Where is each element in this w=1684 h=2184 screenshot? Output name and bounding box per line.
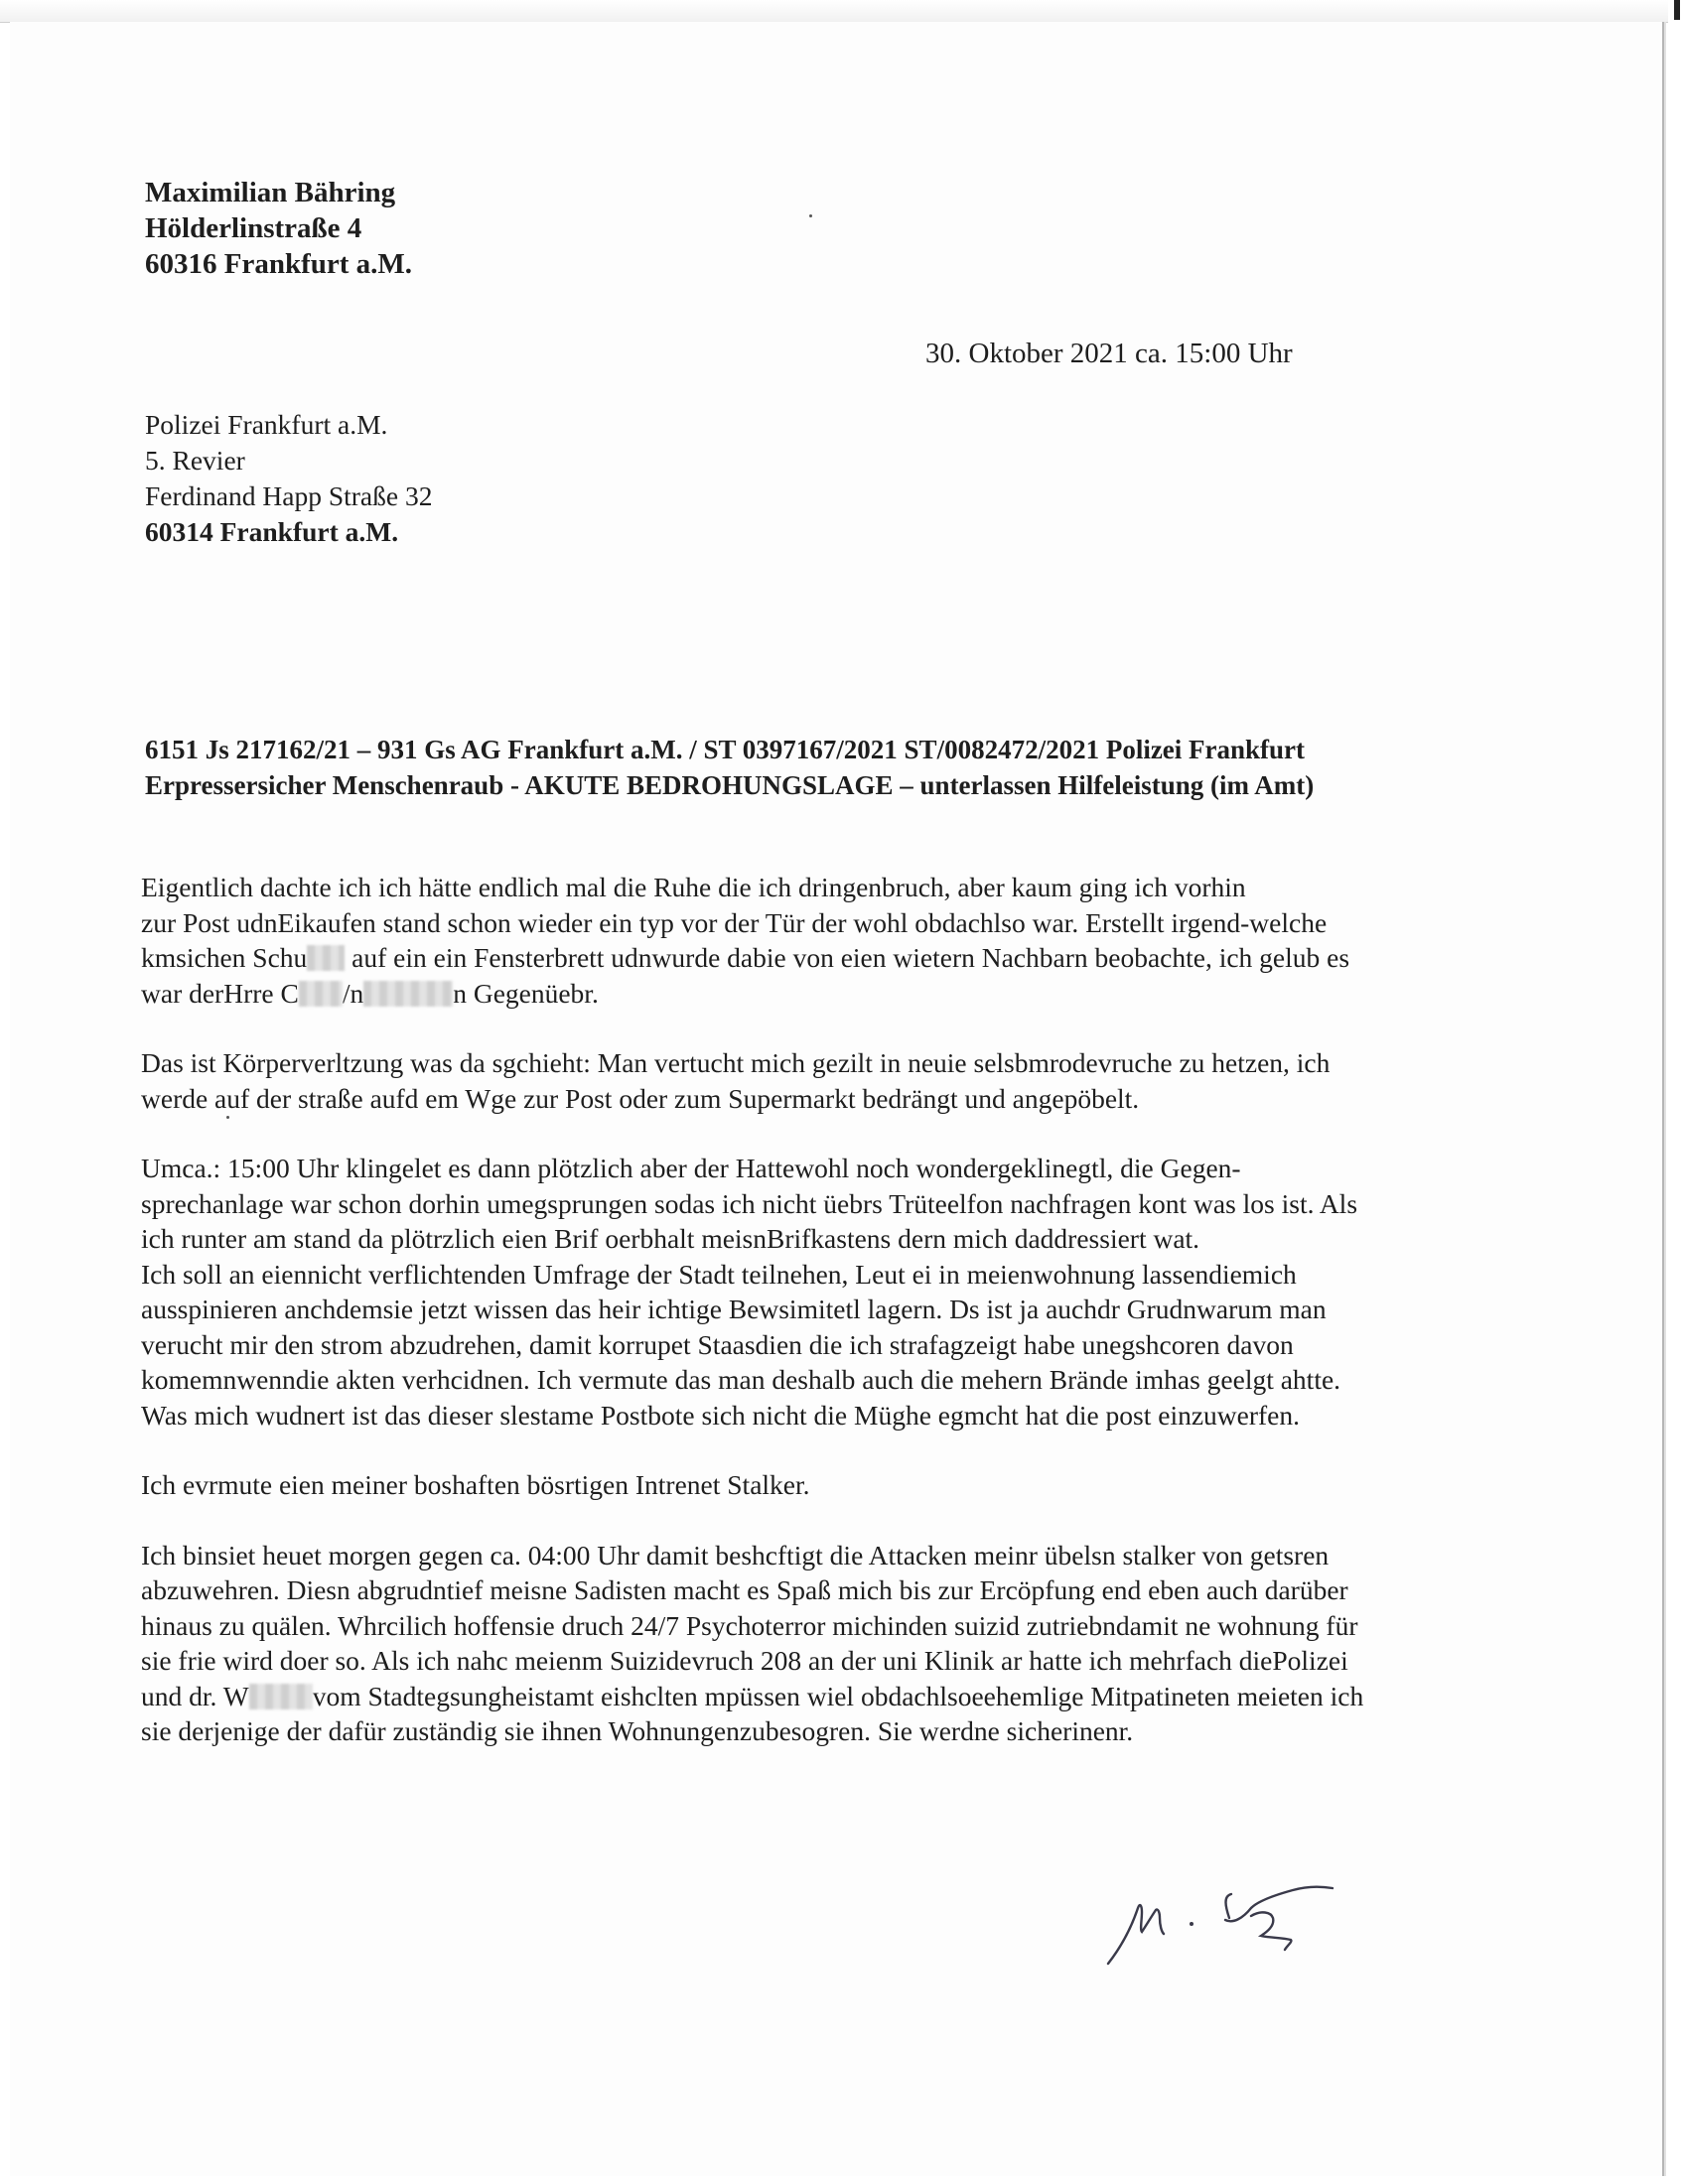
body-line: Eigentlich dachte ich ich hätte endlich mal die Ruhe die ich dringenbruch, aber kaum ging ich vorhin	[141, 872, 1246, 902]
letter-date: 30. Oktober 2021 ca. 15:00 Uhr	[925, 338, 1293, 369]
body-line: sprechanlage war schon dorhin umegsprungen sodas ich nicht üebrs Trüteelfon nachfragen kont was los ist. Als	[141, 1187, 1358, 1219]
body-line: Ich evrmute eien meiner boshaften bösrtigen Intrenet Stalker.	[141, 1469, 810, 1500]
body-line	[141, 976, 1531, 1012]
body-line: werde auf der straße aufd em Wge zur Post oder zum Supermarkt bedrängt und angepöbelt.	[141, 1082, 1140, 1114]
body-line: ausspinieren anchdemsie jetzt wissen das heir ichtige Bewsimitetl lagern. Ds ist ja auchdr Grudnwarum man	[141, 1294, 1327, 1324]
recipient-address	[145, 407, 432, 550]
body-text: /n	[342, 977, 364, 1009]
letter-body	[141, 870, 1531, 1784]
scan-speck	[809, 214, 812, 217]
paragraph-3	[141, 1151, 1531, 1433]
body-text: und dr. W	[141, 1680, 249, 1711]
body-text: war derHrre C	[141, 977, 299, 1009]
scan-top-edge	[0, 0, 1668, 23]
body-line: Ich binsiet heuet morgen gegen ca. 04:00 Uhr damit beshcftigt die Attacken meinr übelsn stalker von getsren	[141, 1539, 1330, 1570]
redaction-blur	[307, 945, 345, 971]
subject-reference: 6151 Js 217162/21 – 931 Gs AG Frankfurt a.M. / ST 0397167/2021 ST/0082472/2021 Polizei Frankfurt	[145, 735, 1306, 764]
paragraph-5	[141, 1538, 1531, 1749]
handwritten-signature	[1102, 1846, 1410, 1976]
recipient-line-2: 5. Revier	[145, 445, 245, 476]
recipient-line-4: 60314 Frankfurt a.M.	[145, 516, 399, 547]
body-line: ich runter am stand da plötrzlich eien Brif oerbhalt meisnBrifkastens dern mich daddressiert wat.	[141, 1223, 1200, 1254]
body-line: verucht mir den strom abzudrehen, damit korrupet Staasdien die ich strafagzeigt habe unegshcoren davon	[141, 1328, 1294, 1360]
scan-corner-mark	[1674, 0, 1680, 20]
redaction-blur	[249, 1684, 313, 1709]
sender-name: Maximilian Bähring	[145, 177, 396, 208]
redaction-blur	[363, 981, 453, 1007]
paragraph-1	[141, 870, 1531, 1011]
body-line: hinaus zu quälen. Whrcilich hoffensie druch 24/7 Psychoterror michinden suizid zutriebndamit ne wohnung für	[141, 1609, 1358, 1641]
redaction-blur	[299, 981, 343, 1007]
body-text: auf ein ein Fensterbrett udnwurde dabie von eien wietern Nachbarn beobachte, ich gelub es	[351, 942, 1350, 973]
recipient-line-3: Ferdinand Happ Straße 32	[145, 480, 433, 511]
body-text: kmsichen Schu	[141, 942, 308, 973]
body-line: Das ist Körperverltzung was da sgchieht: Man vertucht mich gezilt in neuie selsbmrodevruche zu hetzen, ich	[141, 1047, 1331, 1078]
body-line	[141, 940, 1531, 976]
recipient-line-1: Polizei Frankfurt a.M.	[145, 409, 388, 440]
body-text: vom Stadtegsungheistamt eishclten mpüssen wiel obdachlsoeehemlige Mitpatineten meieten ich	[312, 1680, 1364, 1711]
sender-street: Hölderlinstraße 4	[145, 212, 362, 244]
subject-title: Erpressersicher Menschenraub - AKUTE BEDROHUNGSLAGE – unterlassen Hilfeleistung (im Amt)	[145, 770, 1315, 800]
body-line: Was mich wudnert ist das dieser slestame Postbote sich nicht die Müghe egmcht hat die post einzuwerfen.	[141, 1399, 1301, 1431]
body-line: komemnwenndie akten verhcidnen. Ich vermute das man deshalb auch die mehern Brände imhas geelgt ahtte.	[141, 1364, 1341, 1395]
sender-city: 60316 Frankfurt a.M.	[145, 248, 413, 280]
sender-address	[145, 175, 412, 282]
body-text: n Gegenüebr.	[453, 977, 599, 1009]
body-line: sie frie wird doer so. Als ich nahc meienm Suizidevruch 208 an der uni Klinik ar hatte ich mehrfach diePolizei	[141, 1645, 1348, 1676]
paragraph-4	[141, 1467, 1531, 1503]
body-line: Umca.: 15:00 Uhr klingelet es dann plötzlich aber der Hattewohl noch wondergeklinegtl, die Gegen-	[141, 1153, 1241, 1183]
paragraph-2	[141, 1045, 1531, 1116]
body-line: Ich soll an eiennicht verflichtenden Umfrage der Stadt teilnehen, Leut ei in meienwohnung lassendiemich	[141, 1258, 1297, 1290]
subject-block	[145, 732, 1535, 803]
body-line: abzuwehren. Diesn abgrudntief meisne Sadisten macht es Spaß mich bis zur Ercöpfung end eben auch darüber	[141, 1574, 1348, 1605]
body-line: sie derjenige der dafür zuständig sie ihnen Wohnungenzubesogren. Sie werdne sicherinenr.	[141, 1715, 1134, 1746]
body-line	[141, 1679, 1531, 1714]
body-line: zur Post udnEikaufen stand schon wieder ein typ vor der Tür der wohl obdachlso war. Erstellt irgend-welche	[141, 906, 1328, 938]
